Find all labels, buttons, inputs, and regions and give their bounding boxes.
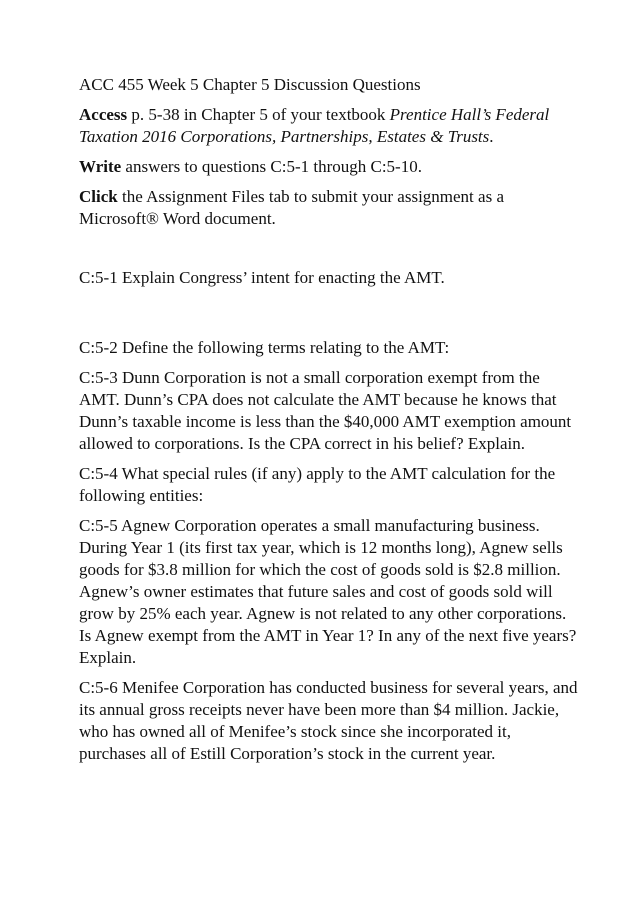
question-c5-2: C:5-2 Define the following terms relating to the AMT:	[79, 338, 450, 357]
write-instruction	[79, 156, 579, 178]
question-c5-6: C:5-6 Menifee Corporation has conducted business for several years, and its annual gross receipts never have been more than $4 million. Jackie, who has owned all of Menifee’s stock since she incorporated it, purchases all of Estill Corporation’s stock in the current year.	[79, 678, 578, 763]
write-lead: Write	[79, 157, 122, 176]
question-c5-3: C:5-3 Dunn Corporation is not a small corporation exempt from the AMT. Dunn’s CPA does not calculate the AMT because he knows that Dunn’s taxable income is less than the $40,000 AMT exemption amount allowed to corporations. Is the CPA correct in his belief? Explain.	[79, 368, 572, 453]
click-instruction	[79, 186, 579, 230]
question-c5-4: C:5-4 What special rules (if any) apply to the AMT calculation for the following entities:	[79, 464, 556, 505]
click-lead: Click	[79, 187, 118, 206]
access-instruction	[79, 104, 579, 148]
access-text: p. 5-38 in Chapter 5 of your textbook	[127, 105, 390, 124]
textbook-title: Prentice Hall’s Federal Taxation 2016 Corporations, Partnerships, Estates & Trusts	[79, 105, 550, 146]
access-lead: Access	[79, 105, 128, 124]
document-page	[79, 74, 579, 773]
question-c5-5: C:5-5 Agnew Corporation operates a small manufacturing business. During Year 1 (its first tax year, which is 12 months long), Agnew sells goods for $3.8 million for which the cost of goods sold is $2.8 million. Agnew’s owner estimates that future sales and cost of goods sold will grow by 25% each year. Agnew is not related to any other corporations. Is Agnew exempt from the AMT in Year 1? In any of the next five years? Explain.	[79, 516, 577, 667]
click-text: the Assignment Files tab to submit your assignment as a Microsoft® Word document.	[79, 187, 504, 228]
question-c5-1: C:5-1 Explain Congress’ intent for enacting the AMT.	[79, 268, 445, 287]
document-title: ACC 455 Week 5 Chapter 5 Discussion Questions	[79, 75, 421, 94]
write-text: answers to questions C:5-1 through C:5-10.	[121, 157, 422, 176]
access-tail: .	[489, 127, 494, 146]
